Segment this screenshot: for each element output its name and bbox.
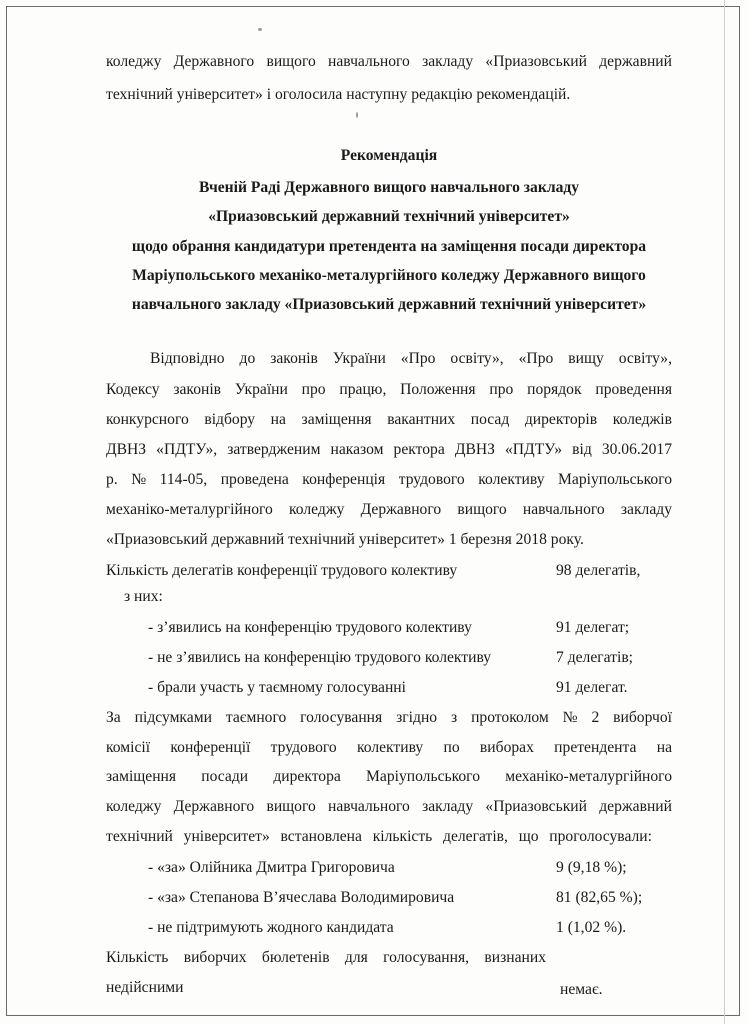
para1-line-3: конкурсного відбору на заміщення вакантних посад директорів коледжів	[106, 411, 672, 428]
delegates-row-label: - не з’явились на конференцію трудового колективу	[148, 649, 492, 666]
delegates-row-label: - брали участь у таємному голосуванні	[148, 679, 406, 696]
delegates-row-value: 7 делегатів;	[556, 649, 634, 666]
scan-edge-line	[724, 0, 725, 1024]
para1-line-7: «Приазовський державний технічний університет» 1 березня 2018 року.	[106, 531, 584, 548]
vote-value: 81 (82,65 %);	[556, 889, 643, 906]
intro-line-2: технічний університет» і оголосила наступну редакцію рекомендацій.	[106, 86, 571, 103]
delegates-row-value: 91 делегат.	[556, 679, 628, 696]
para2-line-5: технічний університет» встановлена кількість делегатів, що проголосували:	[106, 828, 652, 845]
vote-value: 1 (1,02 %).	[556, 919, 627, 936]
intro-line-1: коледжу Державного вищого навчального закладу «Приазовський державний	[106, 53, 672, 70]
para2-line-2: комісії конференції трудового колективу по виборах претендента на	[106, 739, 672, 756]
para1-line-6: механіко-металургійного коледжу Державного вищого навчального закладу	[106, 501, 672, 518]
invalid-ballots-line-2: недійсними	[106, 979, 184, 996]
para2-line-3: заміщення посади директора Маріупольського механіко-металургійного	[106, 768, 672, 785]
invalid-ballots-line-1: Кількість виборчих бюлетенів для голосування, визнаних	[106, 949, 546, 966]
vote-label: - не підтримують жодного кандидата	[148, 919, 394, 936]
delegates-of-them: з них:	[124, 588, 163, 605]
delegates-row-label: - з’явились на конференцію трудового колективу	[148, 619, 472, 636]
para1-line-5: р. № 114-05, проведена конференція трудового колективу Маріупольського	[106, 471, 672, 488]
delegates-total-label: Кількість делегатів конференції трудового колективу	[106, 562, 458, 579]
scan-speck	[258, 28, 262, 31]
para1-line-1: Відповідно до законів України «Про освіту», «Про вищу освіту»,	[150, 350, 672, 367]
para1-line-2: Кодексу законів України про працю, Положення про порядок проведення	[106, 381, 672, 398]
vote-value: 9 (9,18 %);	[556, 859, 627, 876]
invalid-ballots-value: немає.	[560, 981, 603, 998]
delegates-total-value: 98 делегатів,	[556, 562, 641, 579]
heading-line-1: Вченій Раді Державного вищого навчального закладу	[198, 179, 580, 196]
vote-label: - «за» Степанова В’ячеслава Володимировича	[148, 889, 455, 906]
heading-line-3: щодо обрання кандидатури претендента на заміщення посади директора	[131, 238, 647, 255]
para2-line-1: За підсумками таємного голосування згідно з протоколом № 2 виборчої	[106, 709, 672, 726]
intro-line	[106, 52, 672, 72]
para2-line-4: коледжу Державного вищого навчального закладу «Приазовський державний	[106, 798, 672, 815]
heading-line-5: навчального закладу «Приазовський державний технічний університет»	[131, 296, 647, 313]
heading-line-4: Маріупольського механіко-металургійного коледжу Державного вищого	[132, 267, 646, 284]
para1-line-4: ДВНЗ «ПДТУ», затвердженим наказом ректора ДВНЗ «ПДТУ» від 30.06.2017	[106, 441, 672, 458]
scan-speck	[356, 112, 358, 118]
vote-label: - «за» Олійника Дмитра Григоровича	[148, 859, 395, 876]
heading-line-2: «Приазовський державний технічний університет»	[208, 208, 570, 225]
recommendation-title: Рекомендація	[340, 147, 438, 164]
delegates-row-value: 91 делегат;	[556, 619, 630, 636]
